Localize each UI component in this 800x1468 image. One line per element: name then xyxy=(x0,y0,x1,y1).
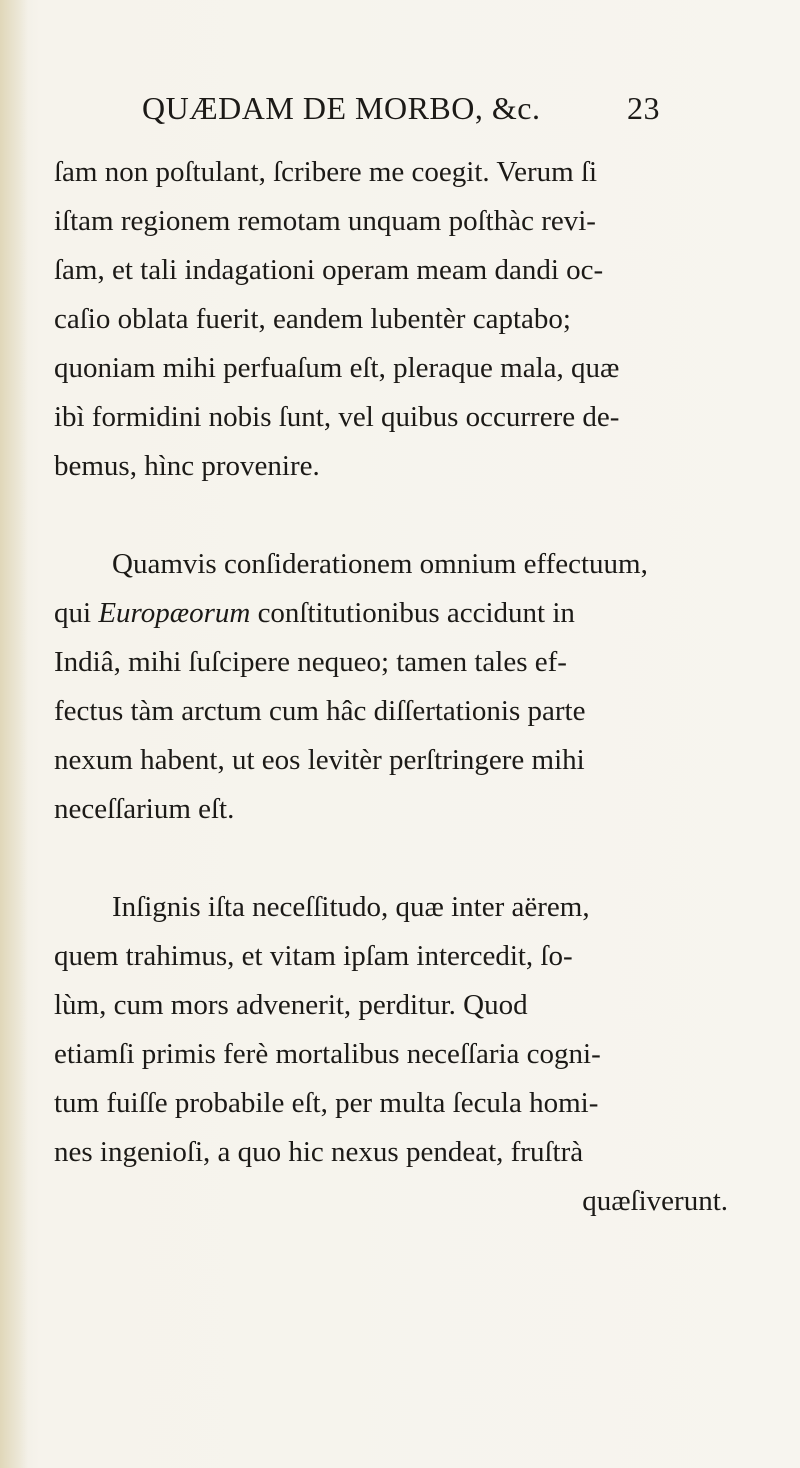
text-line: Indiâ, mihi ſuſcipere nequeo; tamen tales ef- xyxy=(54,646,567,678)
text-line: bemus, hìnc provenire. xyxy=(54,450,320,482)
text-line: tum fuiſſe probabile eſt, per multa ſecula homi- xyxy=(54,1087,599,1119)
running-header xyxy=(142,90,660,132)
text-line: quoniam mihi perfuaſum eſt, pleraque mala, quæ xyxy=(54,352,620,384)
text-line: ibì formidini nobis ſunt, vel quibus occurrere de- xyxy=(54,401,620,433)
text-line xyxy=(54,589,770,638)
page-number: 23 xyxy=(627,90,660,126)
paragraph-gap xyxy=(54,491,770,540)
text-line: quæſiverunt. xyxy=(582,1185,728,1217)
italic-term: Europæorum xyxy=(98,597,251,629)
text-line: Quamvis conſiderationem omnium effectuum, xyxy=(112,548,648,580)
text-line: caſio oblata fuerit, eandem lubentèr captabo; xyxy=(54,303,571,335)
text-segment: conſtitutionibus accidunt in xyxy=(250,597,575,629)
paragraph-gap xyxy=(54,834,770,883)
paragraph-2 xyxy=(54,540,770,834)
text-line: iſtam regionem remotam unquam poſthàc revi- xyxy=(54,205,596,237)
text-segment: qui xyxy=(54,597,99,629)
text-line: ſam, et tali indagationi operam meam dandi oc- xyxy=(54,254,604,286)
text-line: fectus tàm arctum cum hâc diſſertationis parte xyxy=(54,695,586,727)
text-line: neceſſarium eſt. xyxy=(54,793,235,825)
page-gutter-shadow xyxy=(0,0,28,1468)
header-title: QUÆDAM DE MORBO, &c. xyxy=(142,90,541,126)
text-line: ſam non poſtulant, ſcribere me coegit. Verum ſi xyxy=(54,156,598,188)
text-line: lùm, cum mors advenerit, perditur. Quod xyxy=(54,989,528,1021)
paragraph-1 xyxy=(54,148,770,491)
text-line: etiamſi primis ferè mortalibus neceſſaria cogni- xyxy=(54,1038,601,1070)
text-line: Inſignis iſta neceſſitudo, quæ inter aërem, xyxy=(112,891,590,923)
body-text xyxy=(54,148,770,1226)
paragraph-3 xyxy=(54,883,770,1226)
text-line: nes ingenioſi, a quo hic nexus pendeat, fruſtrà xyxy=(54,1136,584,1168)
text-line: quem trahimus, et vitam ipſam intercedit, ſo- xyxy=(54,940,573,972)
text-line: nexum habent, ut eos levitèr perſtringere mihi xyxy=(54,744,585,776)
